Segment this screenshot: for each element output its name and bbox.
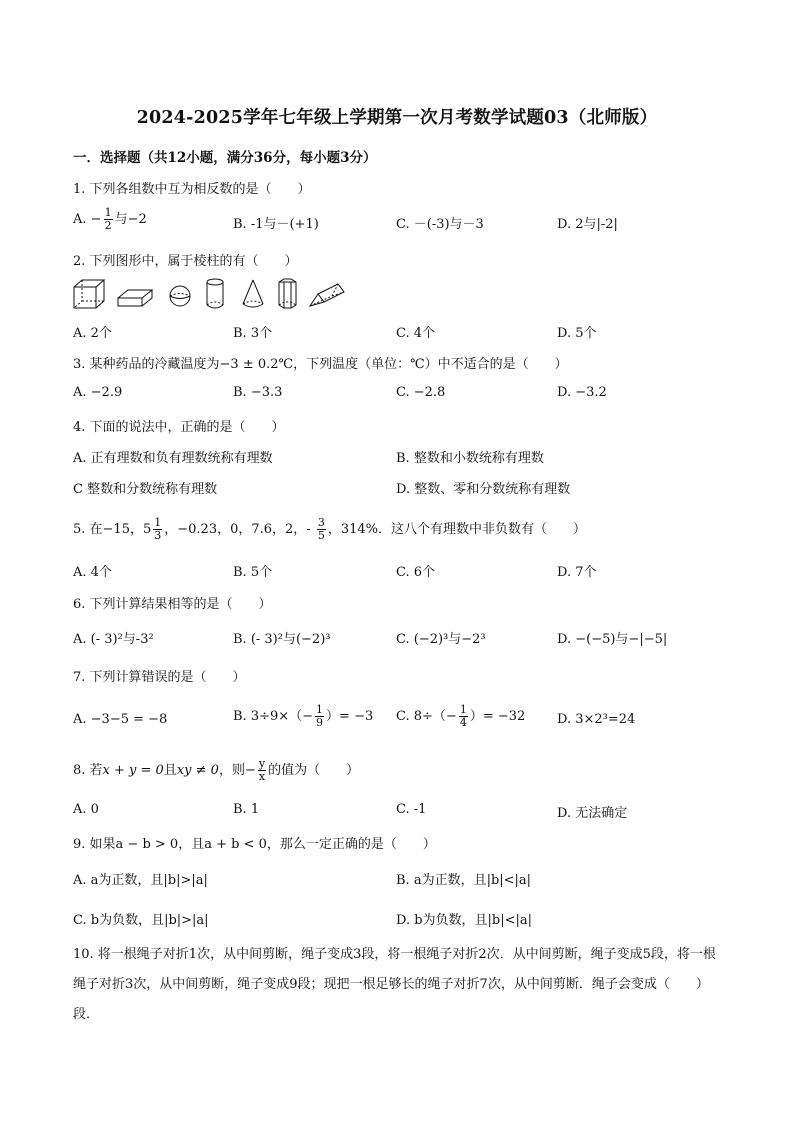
question-2-option-d: D. 5个 bbox=[557, 326, 597, 341]
question-2-option-b: B. 3个 bbox=[233, 326, 273, 341]
question-8-option-c: C. -1 bbox=[396, 802, 427, 817]
question-6-option-a: A. (- 3)²与-3² bbox=[73, 632, 154, 647]
question-5-stem: 5. 在−15，5 $\frac{1}{3}$ ，−0.23，0，7.6，2，- $\frac{3}{5}$ ，314%．这八个有理数中非负数有（ ） bbox=[73, 516, 587, 542]
question-5-option-c: C. 6个 bbox=[396, 565, 436, 580]
question-4-option-b: B. 整数和小数统称有理数 bbox=[396, 451, 544, 466]
question-4-option-a: A. 正有理数和负有理数统称有理数 bbox=[73, 451, 273, 466]
question-9-stem: 9. 如果a − b > 0，且a + b < 0，那么一定正确的是（ ） bbox=[73, 837, 436, 852]
question-5-option-b: B. 5个 bbox=[233, 565, 273, 580]
question-3-option-b: B. −3.3 bbox=[233, 385, 283, 400]
question-3-stem: 3. 某种药品的冷藏温度为−3 ± 0.2℃，下列温度（单位：℃）中不适合的是（ ） bbox=[73, 357, 568, 372]
question-1-option-b: B. -1与－(+1) bbox=[233, 217, 319, 232]
question-7-option-c: C. 8÷（− $\frac{1}{4}$ ）= −32 bbox=[396, 703, 526, 729]
question-9-option-b: B. a为正数，且|b|<|a| bbox=[396, 873, 532, 888]
question-10-stem: 10. 将一根绳子对折1次，从中间剪断，绳子变成3段，将一根绳子对折2次．从中间剪断，绳子变成5段，将一根绳子对折3次，从中间剪断，绳子变成9段；现把一根足够长的绳子对折7次，从中间剪断．绳子会变成（ ）段． bbox=[73, 947, 716, 1022]
question-1-option-c: C. －(-3)与－3 bbox=[396, 217, 484, 232]
question-7-option-d: D. 3×2³=24 bbox=[557, 712, 636, 727]
section-heading: 一．选择题（共12小题，满分36分，每小题3分） bbox=[73, 150, 377, 166]
question-8-option-b: B. 1 bbox=[233, 802, 260, 817]
question-3-option-c: C. −2.8 bbox=[396, 385, 446, 400]
question-7-option-a: A. −3−5 = −8 bbox=[73, 712, 168, 727]
question-5-option-d: D. 7个 bbox=[557, 565, 597, 580]
cone-icon bbox=[240, 278, 266, 310]
question-9-option-d: D. b为负数，且|b|<|a| bbox=[396, 913, 533, 928]
question-9-option-a: A. a为正数，且|b|>|a| bbox=[73, 873, 208, 888]
question-3-option-d: D. −3.2 bbox=[557, 385, 607, 400]
page-title: 2024-2025学年七年级上学期第一次月考数学试题03（北师版） bbox=[136, 108, 658, 128]
question-1-option-d: D. 2与|-2| bbox=[557, 217, 618, 232]
cuboid-icon bbox=[116, 278, 154, 310]
triangular-prism-icon bbox=[308, 278, 348, 310]
question-8-option-a: A. 0 bbox=[73, 802, 99, 817]
question-2-option-a: A. 2个 bbox=[73, 326, 112, 341]
question-7-stem: 7. 下列计算错误的是（ ） bbox=[73, 670, 246, 685]
question-4-stem: 4. 下面的说法中，正确的是（ ） bbox=[73, 420, 285, 435]
question-2-stem: 2. 下列图形中，属于棱柱的有（ ） bbox=[73, 254, 298, 269]
cylinder-icon bbox=[204, 278, 226, 310]
cube-icon bbox=[72, 278, 106, 310]
question-6-option-c: C. (−2)³与−2³ bbox=[396, 632, 486, 647]
question-4-option-d: D. 整数、零和分数统称有理数 bbox=[396, 482, 571, 497]
question-1-option-a: A. − $\frac{1}{2}$ 与−2 bbox=[73, 206, 147, 232]
sphere-icon bbox=[168, 278, 192, 310]
question-6-option-d: D. −(−5)与−|−5| bbox=[557, 632, 668, 647]
question-6-option-b: B. (- 3)²与(−2)³ bbox=[233, 632, 331, 647]
solid-shapes-row bbox=[72, 278, 352, 312]
hexagonal-prism-icon bbox=[274, 278, 300, 310]
question-2-option-c: C. 4个 bbox=[396, 326, 436, 341]
question-9-option-c: C. b为负数，且|b|>|a| bbox=[73, 913, 209, 928]
question-5-option-a: A. 4个 bbox=[73, 565, 112, 580]
question-6-stem: 6. 下列计算结果相等的是（ ） bbox=[73, 597, 272, 612]
question-4-option-c: C 整数和分数统称有理数 bbox=[73, 482, 218, 497]
question-1-stem: 1. 下列各组数中互为相反数的是（ ） bbox=[73, 182, 311, 197]
question-8-option-d: D. 无法确定 bbox=[557, 806, 628, 821]
question-7-option-b: B. 3÷9×（− $\frac{1}{9}$ ）= −3 bbox=[233, 703, 374, 729]
question-8-stem: 8. 若x + y = 0且xy ≠ 0，则− $\frac{y}{x}$ 的值为（ ） bbox=[73, 757, 360, 783]
question-3-option-a: A. −2.9 bbox=[73, 385, 123, 400]
